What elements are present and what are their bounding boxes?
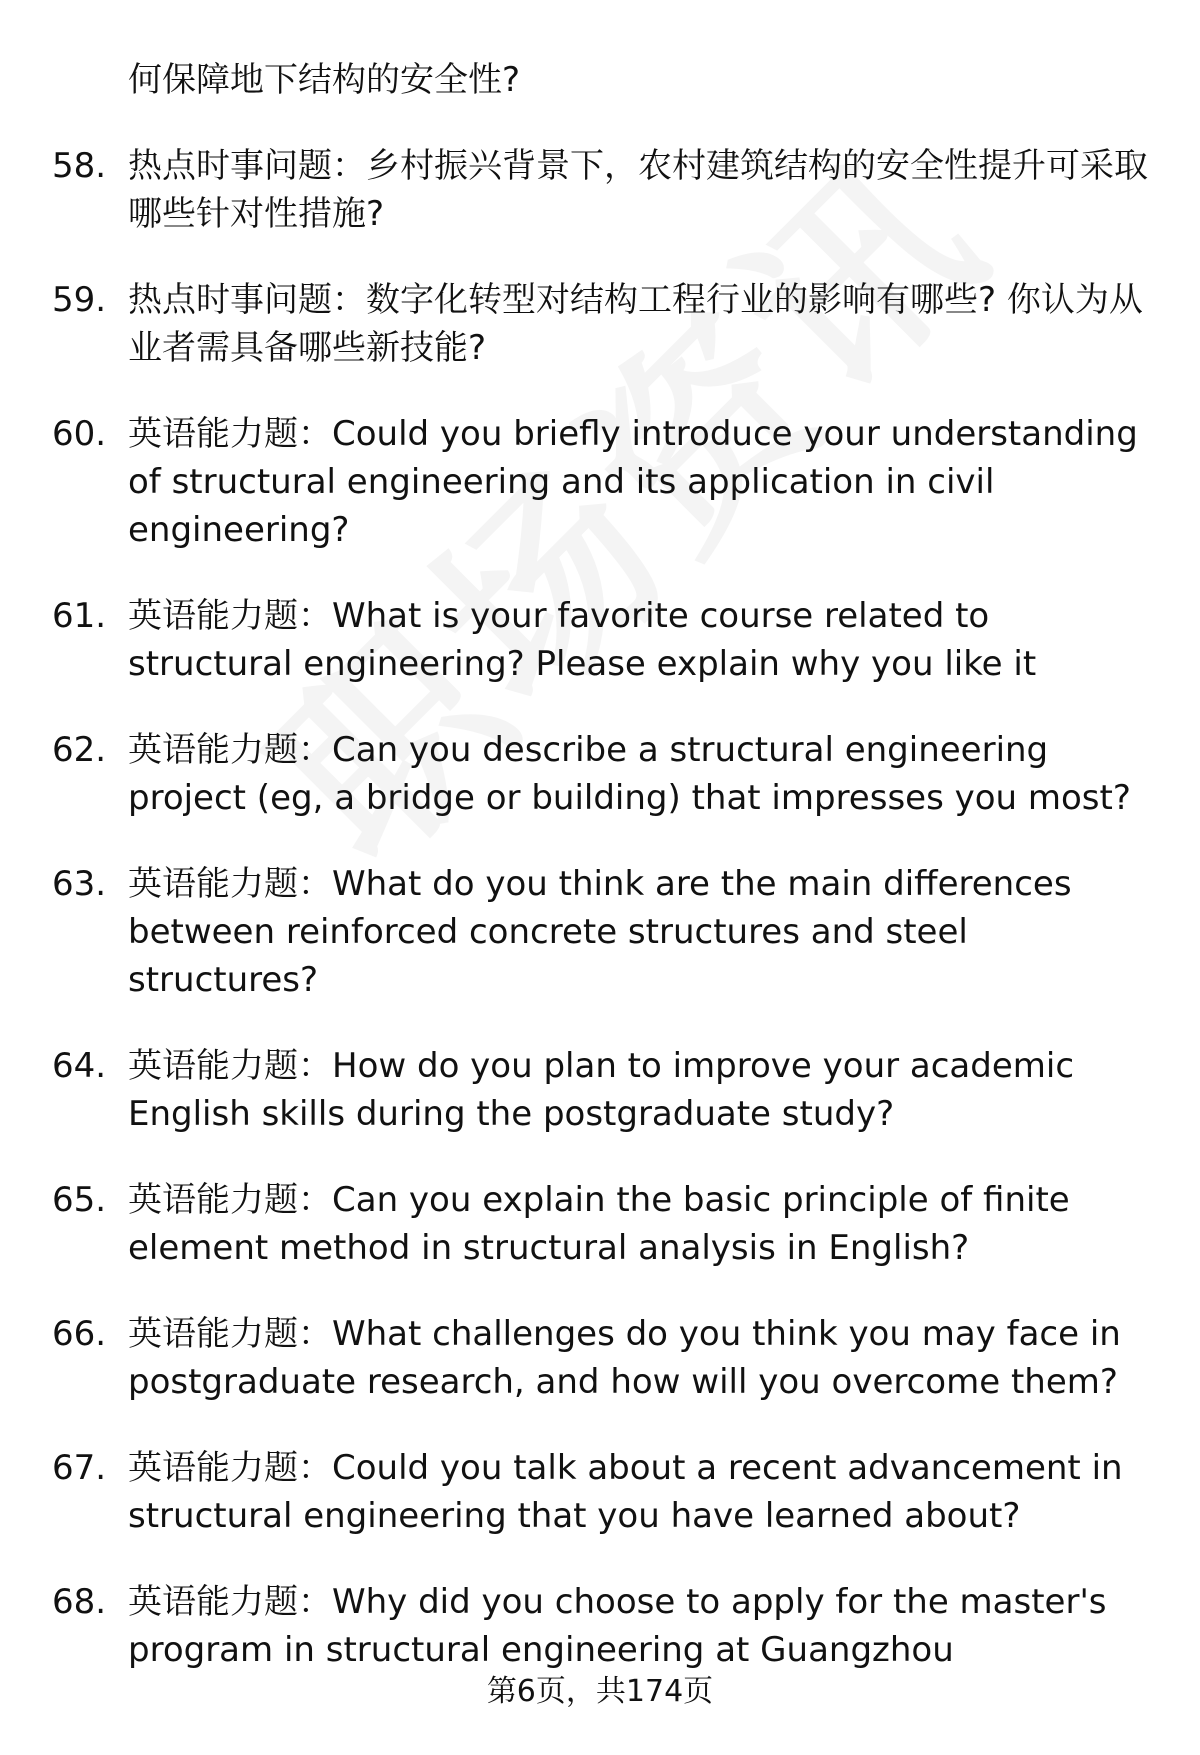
question-number: 58. <box>52 146 107 186</box>
question-number: 62. <box>52 730 107 770</box>
question-text: 英语能力题：What do you think are the main differences between reinforced concrete structures and steel structures? <box>128 864 1072 1000</box>
question-item <box>0 726 1200 822</box>
question-number: 65. <box>52 1180 107 1220</box>
question-number: 66. <box>52 1314 107 1354</box>
question-text: 英语能力题：Could you briefly introduce your understanding of structural engineering and its application in civil engineering? <box>128 414 1138 550</box>
question-item <box>0 592 1200 688</box>
question-text: 英语能力题：Can you describe a structural engineering project (eg, a bridge or building) that impresses you most? <box>128 730 1131 818</box>
page-footer: 第6页，共174页 <box>486 1674 714 1709</box>
question-item <box>0 1578 1200 1674</box>
question-item <box>0 1444 1200 1540</box>
question-number: 64. <box>52 1046 107 1086</box>
question-item <box>0 142 1200 238</box>
question-text: 英语能力题：Can you explain the basic principle of finite element method in structural analysis in English? <box>128 1180 1070 1268</box>
question-text: 热点时事问题：乡村振兴背景下，农村建筑结构的安全性提升可采取哪些针对性措施? <box>128 146 1148 234</box>
question-text: 热点时事问题：数字化转型对结构工程行业的影响有哪些? 你认为从业者需具备哪些新技能? <box>128 280 1143 368</box>
question-text: 英语能力题：Could you talk about a recent advancement in structural engineering that you have learned about? <box>128 1448 1123 1536</box>
question-text: 英语能力题：What challenges do you think you may face in postgraduate research, and how will you overcome them? <box>128 1314 1121 1402</box>
question-item <box>0 410 1200 554</box>
question-number: 67. <box>52 1448 107 1488</box>
question-number: 59. <box>52 280 107 320</box>
question-text: 英语能力题：What is your favorite course related to structural engineering? Please explain why you like it <box>128 596 1037 684</box>
question-item <box>0 276 1200 372</box>
question-number: 63. <box>52 864 107 904</box>
question-text: 英语能力题：How do you plan to improve your academic English skills during the postgraduate study? <box>128 1046 1075 1134</box>
continued-question-fragment: 何保障地下结构的安全性? <box>128 60 521 100</box>
question-item <box>0 860 1200 1004</box>
question-number: 60. <box>52 414 107 454</box>
question-item <box>0 1176 1200 1272</box>
question-list <box>0 56 1200 1712</box>
question-item <box>0 1310 1200 1406</box>
question-item <box>0 1042 1200 1138</box>
question-text: 英语能力题：Why did you choose to apply for the master's program in structural engineering at Guangzhou <box>128 1582 1107 1670</box>
question-number: 61. <box>52 596 107 636</box>
question-number: 68. <box>52 1582 107 1622</box>
